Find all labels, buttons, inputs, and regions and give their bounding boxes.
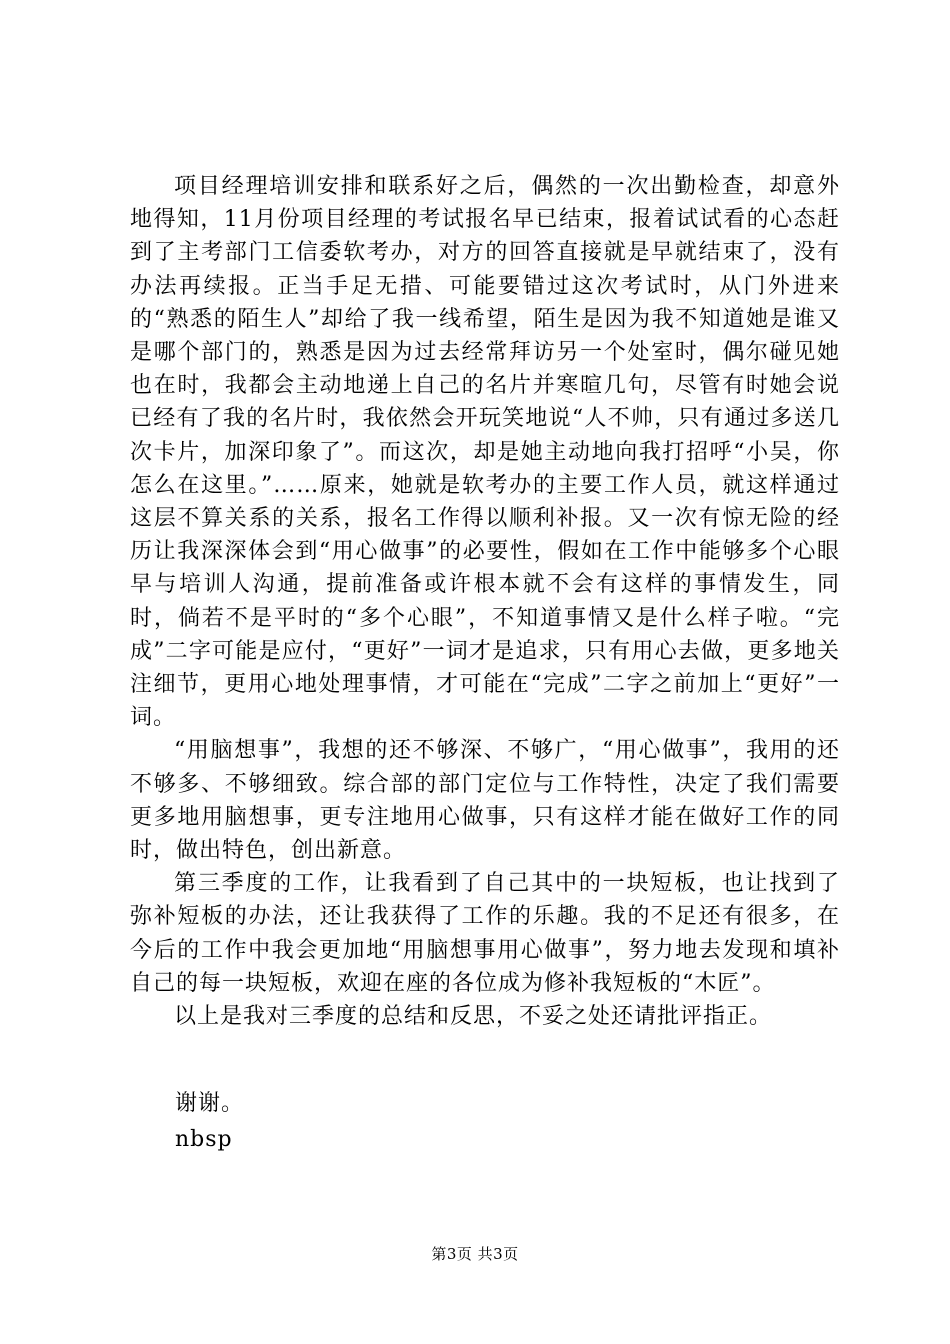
closing-thanks: 谢谢。 [175,1091,245,1116]
paragraph-4: 以上是我对三季度的总结和反思，不妥之处还请批评指正。 [174,1004,773,1030]
page-footer: 第3页 共3页 [431,1245,519,1263]
body-text [130,170,840,1033]
paragraph-2: “用脑想事”，我想的还不够深、不够广，“用心做事”，我用的还不够多、不够细致。综合部的部门定位与工作特性，决定了我们需要更多地用脑想事，更专注地用心做事，只有这样才能在做好工作的同时，做出特色，创出新意。 [130,738,840,864]
paragraph-1: 项目经理培训安排和联系好之后，偶然的一次出勤检查，却意外地得知，11月份项目经理的考试报名早已结束，报着试试看的心态赶到了主考部门工信委软考办，对方的回答直接就是早就结束了，没有办法再续报。正当手足无措、可能要错过这次考试时，从门外进来的“熟悉的陌生人”却给了我一线希望，陌生是因为我不知道她是谁又是哪个部门的，熟悉是因为过去经常拜访另一个处室时，偶尔碰见她也在时，我都会主动地递上自己的名片并寒暄几句，尽管有时她会说已经有了我的名片时，我依然会开玩笑地说“人不帅，只有通过多送几次卡片，加深印象了”。而这次，却是她主动地向我打招呼“小吴，你怎么在这里。”……原来，她就是软考办的主要工作人员，就这样通过这层不算关系的关系，报名工作得以顺利补报。又一次有惊无险的经历让我深深体会到“用心做事”的必要性，假如在工作中能够多个心眼早与培训人沟通，提前准备或许根本就不会有这样的事情发生，同时，倘若不是平时的“多个心眼”，不知道事情又是什么样子啦。“完成”二字可能是应付，“更好”一词才是追求，只有用心去做，更多地关注细节，更用心地处理事情，才可能在“完成”二字之前加上“更好”一词。 [130,174,840,731]
paragraph-3: 第三季度的工作，让我看到了自己其中的一块短板，也让找到了弥补短板的办法，还让我获得了工作的乐趣。我的不足还有很多，在今后的工作中我会更加地“用脑想事用心做事”，努力地去发现和填补自己的每一块短板，欢迎在座的各位成为修补我短板的“木匠”。 [130,871,840,996]
trailing-text: nbsp [175,1127,233,1152]
closing-block [175,1086,244,1158]
